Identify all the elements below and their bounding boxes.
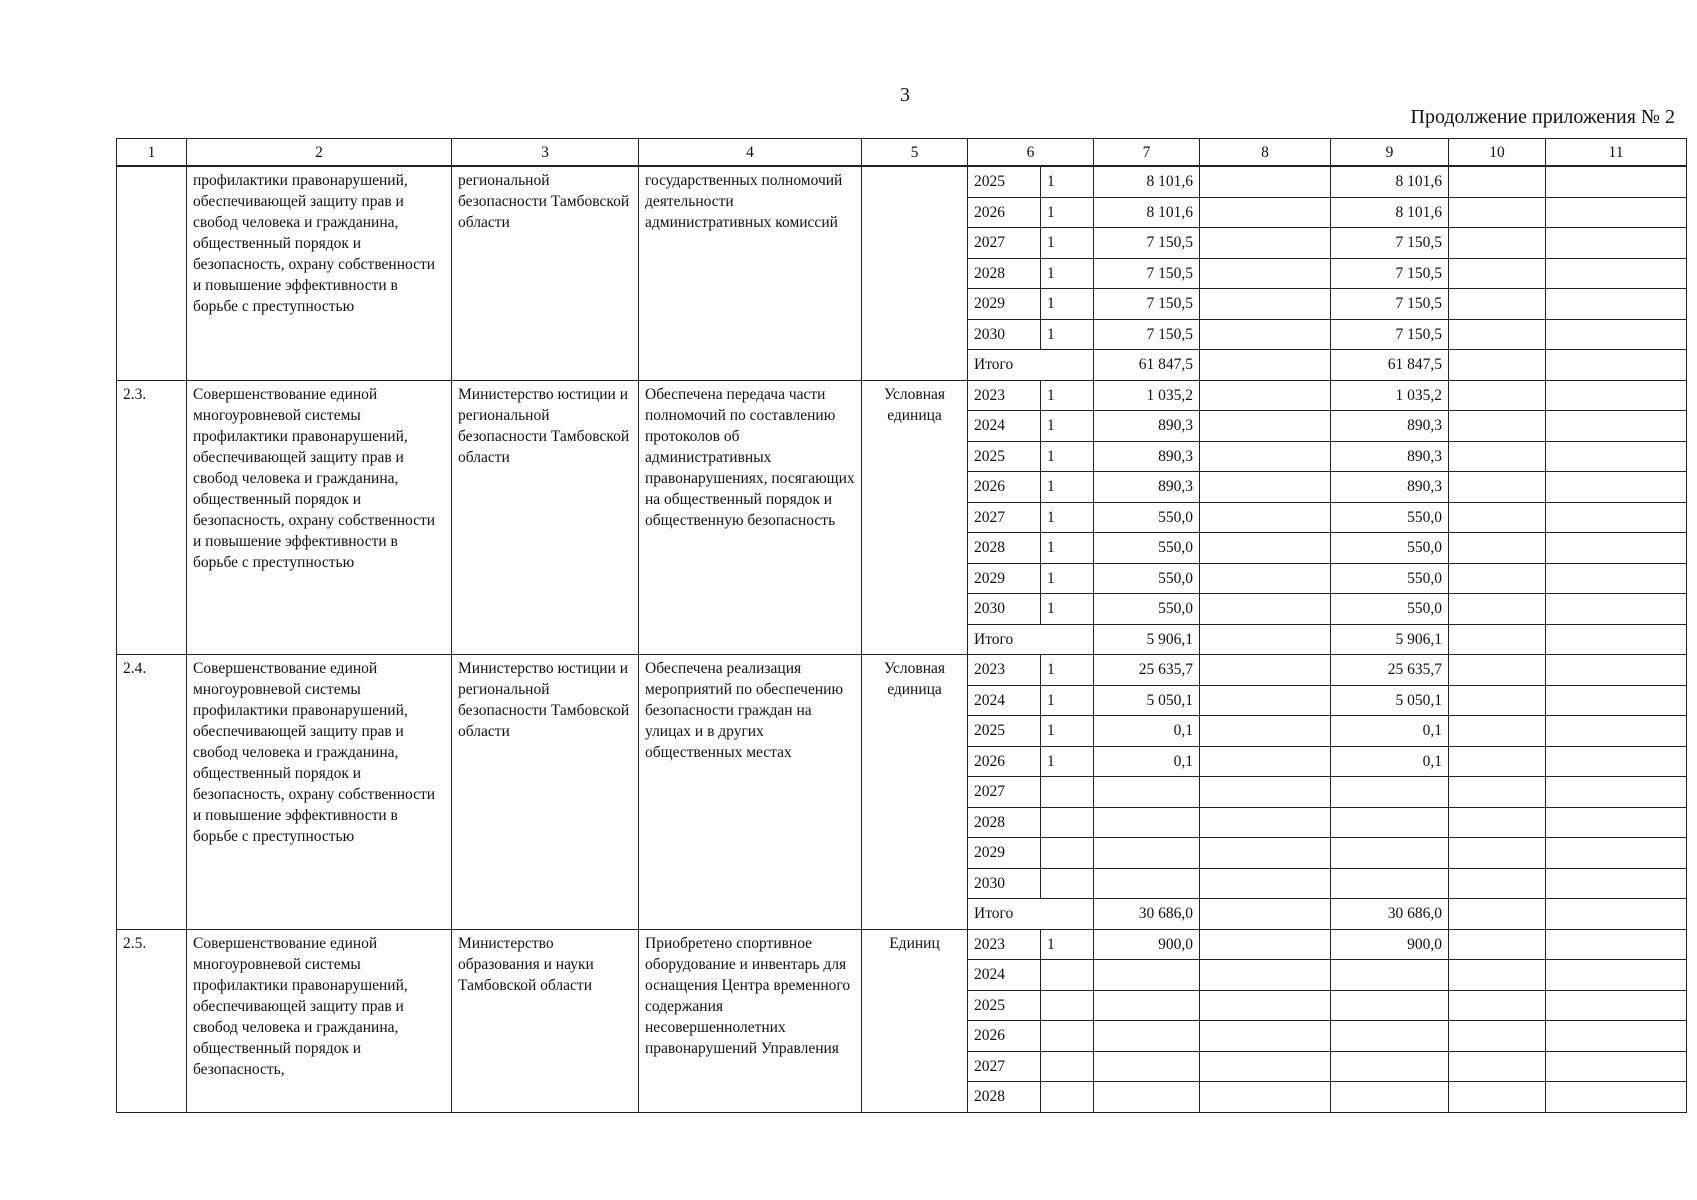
count-cell: 1 [1041, 197, 1094, 228]
count-cell: 1 [1041, 594, 1094, 625]
col10-value [1449, 929, 1546, 960]
count-cell [1041, 838, 1094, 869]
col8-value [1200, 380, 1331, 411]
col8-value [1200, 533, 1331, 564]
item-unit: Единиц [862, 929, 968, 1112]
col11-value [1546, 746, 1687, 777]
table-row [117, 929, 1687, 960]
col7-value: 1 035,2 [1094, 380, 1200, 411]
col7-value: 550,0 [1094, 502, 1200, 533]
col7-value: 890,3 [1094, 472, 1200, 503]
col10-value [1449, 228, 1546, 259]
col7-value: 0,1 [1094, 746, 1200, 777]
item-executor: Министерство юстиции и региональной безопасности Тамбовской области [452, 380, 639, 655]
count-cell: 1 [1041, 380, 1094, 411]
total-col9: 5 906,1 [1331, 624, 1449, 655]
col10-value [1449, 1021, 1546, 1052]
col9-value [1331, 807, 1449, 838]
item-result: Обеспечена передача части полномочий по составлению протоколов об административных правонарушениях, посягающих на общественный порядок и общественную безопасность [639, 380, 862, 655]
total-col10 [1449, 350, 1546, 381]
col8-value [1200, 563, 1331, 594]
col10-value [1449, 685, 1546, 716]
year-cell: 2030 [968, 594, 1041, 625]
item-number [117, 166, 187, 380]
col11-value [1546, 502, 1687, 533]
total-col11 [1546, 624, 1687, 655]
col11-value [1546, 380, 1687, 411]
count-cell: 1 [1041, 289, 1094, 320]
total-col10 [1449, 899, 1546, 930]
col10-value [1449, 990, 1546, 1021]
year-cell: 2026 [968, 197, 1041, 228]
col10-value [1449, 716, 1546, 747]
col8-value [1200, 655, 1331, 686]
col7-value: 0,1 [1094, 716, 1200, 747]
col8-value [1200, 868, 1331, 899]
col10-value [1449, 380, 1546, 411]
count-cell [1041, 990, 1094, 1021]
table-row [117, 166, 1687, 197]
col11-value [1546, 1082, 1687, 1113]
count-cell [1041, 807, 1094, 838]
col11-value [1546, 777, 1687, 808]
item-executor: региональной безопасности Тамбовской области [452, 166, 639, 380]
year-cell: 2027 [968, 502, 1041, 533]
total-col9: 30 686,0 [1331, 899, 1449, 930]
col9-value [1331, 1051, 1449, 1082]
item-name: Совершенствование единой многоуровневой системы профилактики правонарушений, обеспечивающей защиту прав и свобод человека и гражданина, общественный порядок и безопасность, [187, 929, 452, 1112]
total-col8 [1200, 899, 1331, 930]
col7-value [1094, 1051, 1200, 1082]
year-cell: 2028 [968, 533, 1041, 564]
col9-value [1331, 990, 1449, 1021]
col9-value: 7 150,5 [1331, 228, 1449, 259]
year-cell: 2025 [968, 716, 1041, 747]
column-header-3: 3 [452, 139, 639, 167]
count-cell: 1 [1041, 441, 1094, 472]
appendix-continuation-label: Продолжение приложения № 2 [1410, 106, 1675, 128]
col7-value [1094, 960, 1200, 991]
col8-value [1200, 197, 1331, 228]
col10-value [1449, 441, 1546, 472]
col10-value [1449, 166, 1546, 197]
col9-value [1331, 777, 1449, 808]
col8-value [1200, 502, 1331, 533]
item-result: Обеспечена реализация мероприятий по обеспечению безопасности граждан на улицах и в других общественных местах [639, 655, 862, 930]
item-unit [862, 166, 968, 380]
col8-value [1200, 411, 1331, 442]
col11-value [1546, 960, 1687, 991]
col7-value [1094, 868, 1200, 899]
col8-value [1200, 990, 1331, 1021]
year-cell: 2024 [968, 411, 1041, 442]
col9-value: 0,1 [1331, 746, 1449, 777]
col10-value [1449, 319, 1546, 350]
col9-value: 8 101,6 [1331, 197, 1449, 228]
col9-value [1331, 1082, 1449, 1113]
table-header-row [117, 139, 1687, 167]
col10-value [1449, 655, 1546, 686]
col9-value: 8 101,6 [1331, 166, 1449, 197]
count-cell: 1 [1041, 228, 1094, 259]
column-header-8: 8 [1200, 139, 1331, 167]
col8-value [1200, 228, 1331, 259]
col9-value: 550,0 [1331, 563, 1449, 594]
column-header-5: 5 [862, 139, 968, 167]
count-cell: 1 [1041, 166, 1094, 197]
col7-value: 7 150,5 [1094, 228, 1200, 259]
col10-value [1449, 472, 1546, 503]
year-cell: 2030 [968, 319, 1041, 350]
col10-value [1449, 411, 1546, 442]
year-cell: 2028 [968, 807, 1041, 838]
column-header-2: 2 [187, 139, 452, 167]
col9-value: 5 050,1 [1331, 685, 1449, 716]
col11-value [1546, 472, 1687, 503]
count-cell: 1 [1041, 411, 1094, 442]
count-cell: 1 [1041, 716, 1094, 747]
col7-value: 7 150,5 [1094, 289, 1200, 320]
count-cell [1041, 960, 1094, 991]
col11-value [1546, 563, 1687, 594]
col11-value [1546, 228, 1687, 259]
item-name: Совершенствование единой многоуровневой системы профилактики правонарушений, обеспечивающей защиту прав и свобод человека и гражданина, общественный порядок и безопасность, охрану собственности и повышение эффективности в борьбе с преступностью [187, 380, 452, 655]
year-cell: 2027 [968, 1051, 1041, 1082]
col11-value [1546, 990, 1687, 1021]
total-label: Итого [968, 899, 1094, 930]
program-table [116, 138, 1687, 1113]
col11-value [1546, 1051, 1687, 1082]
year-cell: 2028 [968, 258, 1041, 289]
col8-value [1200, 777, 1331, 808]
col11-value [1546, 289, 1687, 320]
item-result: государственных полномочий деятельности административных комиссий [639, 166, 862, 380]
col9-value [1331, 868, 1449, 899]
col9-value: 890,3 [1331, 441, 1449, 472]
col7-value: 25 635,7 [1094, 655, 1200, 686]
count-cell: 1 [1041, 685, 1094, 716]
total-col7: 61 847,5 [1094, 350, 1200, 381]
year-cell: 2028 [968, 1082, 1041, 1113]
col9-value [1331, 838, 1449, 869]
year-cell: 2027 [968, 777, 1041, 808]
count-cell [1041, 1021, 1094, 1052]
year-cell: 2030 [968, 868, 1041, 899]
col10-value [1449, 807, 1546, 838]
col11-value [1546, 258, 1687, 289]
count-cell: 1 [1041, 655, 1094, 686]
col7-value: 8 101,6 [1094, 166, 1200, 197]
col9-value: 7 150,5 [1331, 258, 1449, 289]
item-number: 2.4. [117, 655, 187, 930]
col10-value [1449, 1051, 1546, 1082]
total-label: Итого [968, 624, 1094, 655]
col8-value [1200, 1021, 1331, 1052]
col8-value [1200, 258, 1331, 289]
year-cell: 2025 [968, 441, 1041, 472]
col8-value [1200, 960, 1331, 991]
col8-value [1200, 838, 1331, 869]
year-cell: 2023 [968, 380, 1041, 411]
year-cell: 2029 [968, 838, 1041, 869]
total-col7: 5 906,1 [1094, 624, 1200, 655]
col7-value: 550,0 [1094, 594, 1200, 625]
col7-value [1094, 1021, 1200, 1052]
col9-value: 7 150,5 [1331, 319, 1449, 350]
col8-value [1200, 594, 1331, 625]
count-cell: 1 [1041, 929, 1094, 960]
year-cell: 2025 [968, 166, 1041, 197]
col7-value: 7 150,5 [1094, 319, 1200, 350]
total-col11 [1546, 899, 1687, 930]
col7-value: 890,3 [1094, 441, 1200, 472]
col11-value [1546, 533, 1687, 564]
item-name: профилактики правонарушений, обеспечивающей защиту прав и свобод человека и гражданина, общественный порядок и безопасность, охрану собственности и повышение эффективности в борьбе с преступностью [187, 166, 452, 380]
col10-value [1449, 563, 1546, 594]
col8-value [1200, 289, 1331, 320]
col10-value [1449, 1082, 1546, 1113]
col7-value [1094, 777, 1200, 808]
col10-value [1449, 777, 1546, 808]
col11-value [1546, 319, 1687, 350]
item-number: 2.5. [117, 929, 187, 1112]
page-number: 3 [900, 84, 910, 106]
col10-value [1449, 533, 1546, 564]
count-cell: 1 [1041, 533, 1094, 564]
col8-value [1200, 807, 1331, 838]
year-cell: 2027 [968, 228, 1041, 259]
col11-value [1546, 868, 1687, 899]
col8-value [1200, 716, 1331, 747]
col10-value [1449, 197, 1546, 228]
total-col10 [1449, 624, 1546, 655]
col7-value [1094, 1082, 1200, 1113]
col9-value [1331, 960, 1449, 991]
count-cell [1041, 1082, 1094, 1113]
count-cell [1041, 868, 1094, 899]
table-row [117, 380, 1687, 411]
col11-value [1546, 1021, 1687, 1052]
col10-value [1449, 746, 1546, 777]
year-cell: 2029 [968, 563, 1041, 594]
col10-value [1449, 868, 1546, 899]
col7-value [1094, 807, 1200, 838]
col9-value: 25 635,7 [1331, 655, 1449, 686]
col11-value [1546, 838, 1687, 869]
col10-value [1449, 258, 1546, 289]
count-cell: 1 [1041, 746, 1094, 777]
col8-value [1200, 166, 1331, 197]
col10-value [1449, 502, 1546, 533]
count-cell: 1 [1041, 472, 1094, 503]
count-cell [1041, 777, 1094, 808]
col7-value: 890,3 [1094, 411, 1200, 442]
year-cell: 2025 [968, 990, 1041, 1021]
total-col11 [1546, 350, 1687, 381]
col9-value [1331, 1021, 1449, 1052]
col7-value: 7 150,5 [1094, 258, 1200, 289]
year-cell: 2029 [968, 289, 1041, 320]
col7-value [1094, 990, 1200, 1021]
col8-value [1200, 685, 1331, 716]
col9-value: 550,0 [1331, 594, 1449, 625]
col7-value: 900,0 [1094, 929, 1200, 960]
column-header-7: 7 [1094, 139, 1200, 167]
year-cell: 2023 [968, 655, 1041, 686]
year-cell: 2026 [968, 472, 1041, 503]
col9-value: 550,0 [1331, 533, 1449, 564]
col8-value [1200, 1051, 1331, 1082]
count-cell: 1 [1041, 502, 1094, 533]
col8-value [1200, 319, 1331, 350]
total-label: Итого [968, 350, 1094, 381]
col11-value [1546, 411, 1687, 442]
table-row [117, 655, 1687, 686]
item-executor: Министерство образования и науки Тамбовской области [452, 929, 639, 1112]
total-col8 [1200, 624, 1331, 655]
year-cell: 2026 [968, 746, 1041, 777]
year-cell: 2023 [968, 929, 1041, 960]
count-cell [1041, 1051, 1094, 1082]
year-cell: 2024 [968, 960, 1041, 991]
col11-value [1546, 594, 1687, 625]
column-header-1: 1 [117, 139, 187, 167]
col11-value [1546, 197, 1687, 228]
col11-value [1546, 807, 1687, 838]
item-result: Приобретено спортивное оборудование и инвентарь для оснащения Центра временного содержания несовершеннолетних правонарушений Управления [639, 929, 862, 1112]
year-cell: 2024 [968, 685, 1041, 716]
col11-value [1546, 441, 1687, 472]
col9-value: 550,0 [1331, 502, 1449, 533]
col7-value: 550,0 [1094, 563, 1200, 594]
item-number: 2.3. [117, 380, 187, 655]
item-executor: Министерство юстиции и региональной безопасности Тамбовской области [452, 655, 639, 930]
col7-value: 8 101,6 [1094, 197, 1200, 228]
col7-value: 5 050,1 [1094, 685, 1200, 716]
column-header-6: 6 [968, 139, 1094, 167]
col11-value [1546, 716, 1687, 747]
item-name: Совершенствование единой многоуровневой системы профилактики правонарушений, обеспечивающей защиту прав и свобод человека и гражданина, общественный порядок и безопасность, охрану собственности и повышение эффективности в борьбе с преступностью [187, 655, 452, 930]
count-cell: 1 [1041, 258, 1094, 289]
total-col9: 61 847,5 [1331, 350, 1449, 381]
col10-value [1449, 594, 1546, 625]
col8-value [1200, 746, 1331, 777]
count-cell: 1 [1041, 563, 1094, 594]
col8-value [1200, 472, 1331, 503]
total-col7: 30 686,0 [1094, 899, 1200, 930]
column-header-10: 10 [1449, 139, 1546, 167]
count-cell: 1 [1041, 319, 1094, 350]
col11-value [1546, 655, 1687, 686]
col9-value: 7 150,5 [1331, 289, 1449, 320]
col9-value: 900,0 [1331, 929, 1449, 960]
col8-value [1200, 929, 1331, 960]
item-unit: Условная единица [862, 655, 968, 930]
col11-value [1546, 166, 1687, 197]
col10-value [1449, 960, 1546, 991]
col9-value: 890,3 [1331, 411, 1449, 442]
col11-value [1546, 929, 1687, 960]
year-cell: 2026 [968, 1021, 1041, 1052]
column-header-4: 4 [639, 139, 862, 167]
column-header-9: 9 [1331, 139, 1449, 167]
col7-value: 550,0 [1094, 533, 1200, 564]
col8-value [1200, 1082, 1331, 1113]
column-header-11: 11 [1546, 139, 1687, 167]
col8-value [1200, 441, 1331, 472]
col10-value [1449, 838, 1546, 869]
item-unit: Условная единица [862, 380, 968, 655]
col9-value: 890,3 [1331, 472, 1449, 503]
col7-value [1094, 838, 1200, 869]
col9-value: 1 035,2 [1331, 380, 1449, 411]
total-col8 [1200, 350, 1331, 381]
col11-value [1546, 685, 1687, 716]
col9-value: 0,1 [1331, 716, 1449, 747]
col10-value [1449, 289, 1546, 320]
